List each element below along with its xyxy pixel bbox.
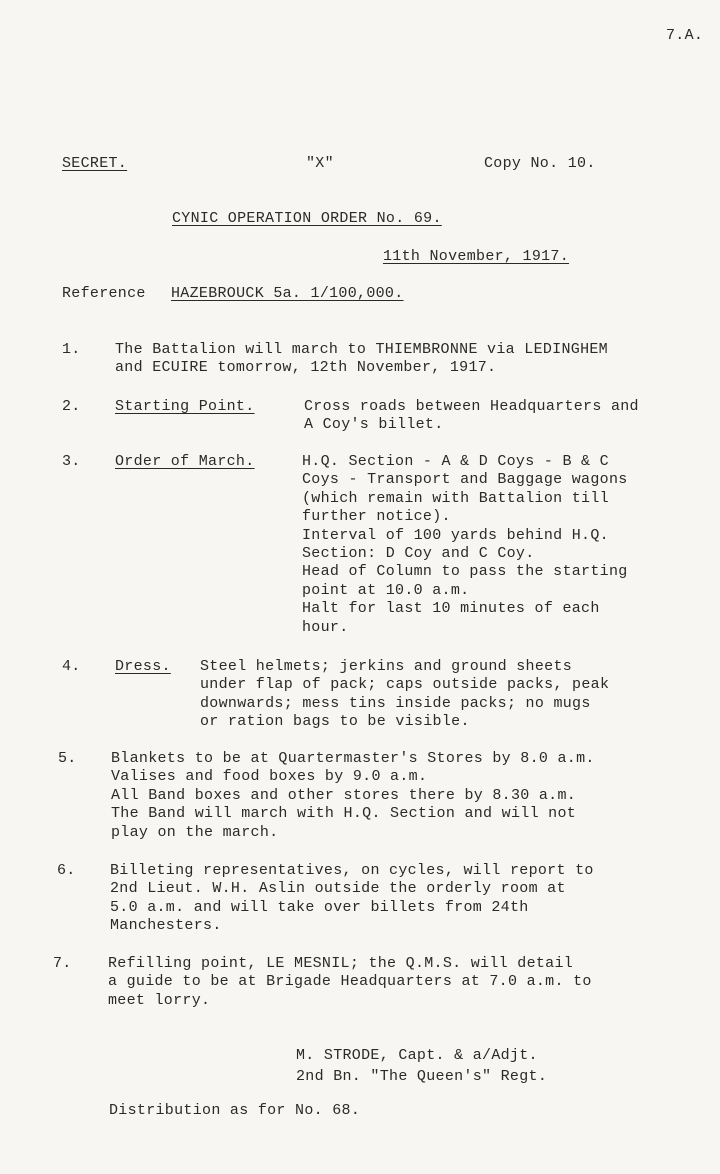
marker: "X" — [306, 155, 334, 172]
item-heading: Starting Point. — [115, 398, 255, 415]
item-number: 5. — [58, 750, 77, 767]
item-line: All Band boxes and other stores there by 8.30 a.m. — [111, 786, 577, 804]
page-number: 7.A. — [666, 27, 704, 44]
item-number: 3. — [62, 453, 81, 470]
item-line: H.Q. Section - A & D Coys - B & C — [302, 453, 609, 470]
item-line: (which remain with Battalion till — [302, 489, 609, 507]
reference-prefix: Reference — [62, 285, 146, 302]
item-line: play on the march. — [111, 823, 279, 841]
item-line: or ration bags to be visible. — [200, 713, 470, 731]
signature-name: M. STRODE, Capt. & a/Adjt. — [296, 1047, 538, 1064]
item-line: under flap of pack; caps outside packs, peak — [200, 676, 610, 694]
item-line: meet lorry. — [108, 991, 211, 1009]
item-line: Manchesters. — [110, 917, 222, 935]
classification: SECRET. — [62, 155, 128, 172]
item-7-body — [108, 955, 592, 1010]
item-line: further notice). — [302, 508, 451, 526]
item-line: a guide to be at Brigade Headquarters at 7.0 a.m. to — [108, 973, 592, 991]
item-number: 7. — [53, 955, 72, 972]
item-3-body — [302, 453, 628, 637]
item-line: The Battalion will march to THIEMBRONNE via LEDINGHEM — [115, 341, 608, 358]
item-line: 2nd Lieut. W.H. Aslin outside the orderly room at — [110, 880, 566, 898]
item-line: 5.0 a.m. and will take over billets from 24th — [110, 898, 529, 916]
item-line: Section: D Coy and C Coy. — [302, 545, 535, 563]
item-4-body — [200, 658, 609, 732]
item-5-body — [111, 750, 595, 842]
signature-unit: 2nd Bn. "The Queen's" Regt. — [296, 1068, 548, 1085]
order-title: CYNIC OPERATION ORDER No. 69. — [172, 210, 442, 227]
item-1-body — [115, 341, 608, 378]
distribution-note: Distribution as for No. 68. — [109, 1102, 361, 1119]
item-line: Billeting representatives, on cycles, will report to — [110, 862, 594, 879]
item-line: Valises and food boxes by 9.0 a.m. — [111, 768, 428, 786]
item-2-body — [304, 398, 639, 435]
item-number: 4. — [62, 658, 81, 675]
item-line: Refilling point, LE MESNIL; the Q.M.S. will detail — [108, 955, 574, 972]
item-line: Halt for last 10 minutes of each — [302, 600, 600, 618]
item-line: A Coy's billet. — [304, 416, 444, 434]
item-line: and ECUIRE tomorrow, 12th November, 1917. — [115, 359, 497, 377]
item-line: point at 10.0 a.m. — [302, 581, 470, 599]
item-number: 6. — [57, 862, 76, 879]
item-6-body — [110, 862, 594, 936]
copy-number: Copy No. 10. — [484, 155, 596, 172]
item-line: Coys - Transport and Baggage wagons — [302, 471, 628, 489]
item-line: Head of Column to pass the starting — [302, 563, 628, 581]
item-line: Blankets to be at Quartermaster's Stores by 8.0 a.m. — [111, 750, 595, 767]
item-line: The Band will march with H.Q. Section and will not — [111, 805, 577, 823]
item-line: hour. — [302, 618, 349, 636]
item-heading: Order of March. — [115, 453, 255, 470]
item-line: Cross roads between Headquarters and — [304, 398, 639, 415]
reference-map: HAZEBROUCK 5a. 1/100,000. — [171, 285, 404, 302]
item-heading: Dress. — [115, 658, 171, 675]
item-number: 1. — [62, 341, 81, 358]
item-line: downwards; mess tins inside packs; no mugs — [200, 694, 591, 712]
item-line: Steel helmets; jerkins and ground sheets — [200, 658, 573, 675]
order-date: 11th November, 1917. — [383, 248, 570, 265]
item-line: Interval of 100 yards behind H.Q. — [302, 526, 609, 544]
item-number: 2. — [62, 398, 81, 415]
